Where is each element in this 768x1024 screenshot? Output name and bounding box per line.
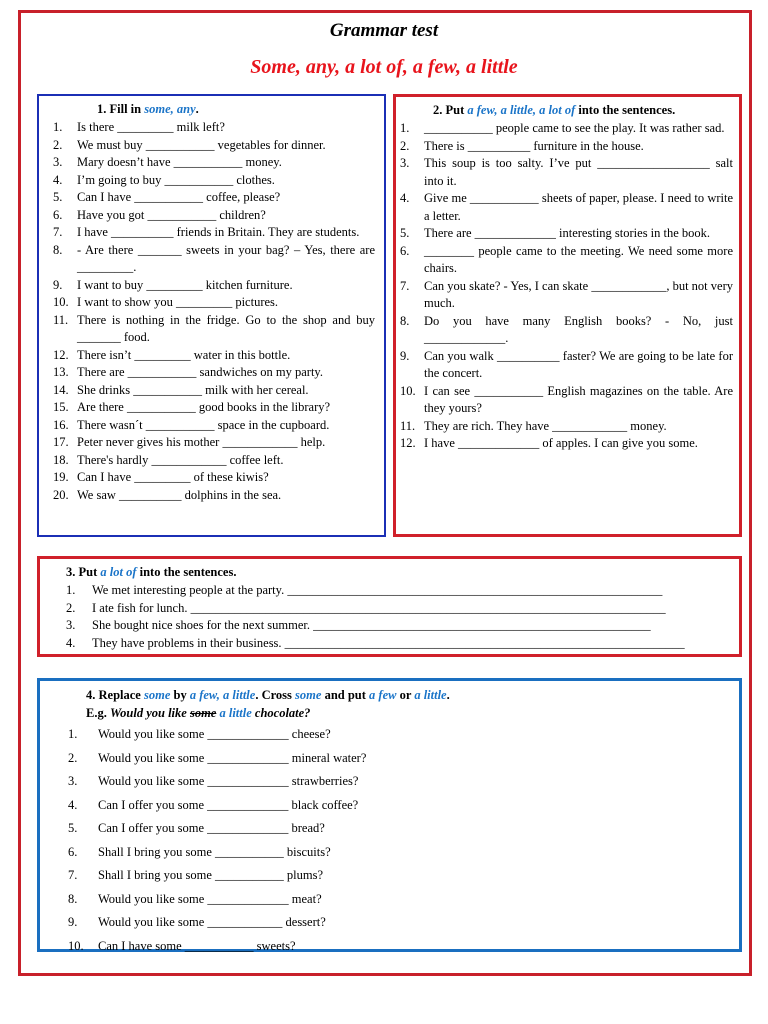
sentence-item — [400, 138, 733, 156]
item-text: Is there _________ milk left? — [77, 120, 225, 134]
item-number: 11. — [400, 418, 416, 433]
item-text: There are ___________ sandwiches on my party. — [77, 365, 323, 379]
sentence-item — [68, 911, 468, 935]
item-text: I’m going to buy ___________ clothes. — [77, 172, 275, 187]
item-number: 5. — [53, 190, 63, 204]
sentence-item — [400, 435, 733, 453]
item-text: Have you got ___________ children? — [77, 207, 266, 222]
item-number: 5. — [68, 821, 78, 835]
sentence-item — [53, 207, 375, 225]
item-text: We must buy ___________ vegetables for dinner. — [77, 137, 326, 152]
sentence-item — [53, 487, 375, 505]
item-text: ________ people came to the meeting. We need some more chairs. — [424, 243, 733, 275]
item-number: 7. — [68, 868, 78, 882]
item-text: I want to buy _________ kitchen furniture. — [77, 277, 293, 292]
item-number: 10. — [68, 938, 84, 953]
sentence-item — [53, 382, 375, 400]
item-number: 8. — [400, 313, 410, 328]
item-number: 17. — [53, 435, 69, 449]
sentence-item — [53, 137, 375, 155]
item-text: Can I offer you some _____________ bread? — [98, 821, 325, 835]
item-number: 15. — [53, 400, 69, 414]
item-number: 2. — [66, 600, 76, 615]
item-number: 3. — [53, 155, 63, 169]
sentence-item — [53, 417, 375, 435]
sentence-item — [68, 723, 468, 747]
item-number: 10. — [400, 383, 416, 398]
exercise-1-box — [37, 94, 386, 537]
sentence-item — [400, 155, 733, 190]
item-text: Are there ___________ good books in the library? — [77, 400, 331, 414]
item-text: Can I have ___________ coffee, please? — [77, 190, 281, 204]
item-number: 6. — [53, 207, 63, 222]
item-text: I have _____________ of apples. I can give you some. — [424, 436, 698, 450]
sentence-item — [400, 348, 733, 383]
item-text: There are _____________ interesting stories in the book. — [424, 226, 711, 240]
sentence-item — [53, 294, 375, 312]
sentence-item — [53, 469, 375, 487]
sentence-item — [66, 600, 726, 618]
sentence-item — [53, 119, 375, 137]
sentence-item — [53, 172, 375, 190]
item-text: Would you like some _____________ meat? — [98, 891, 322, 906]
page-subtitle: Some, any, a lot of, a few, a little — [250, 56, 518, 78]
item-text: Would you like some _____________ cheese? — [98, 727, 331, 741]
item-number: 9. — [53, 277, 63, 292]
exercise-3-box — [37, 556, 742, 657]
sentence-item — [68, 817, 468, 841]
item-number: 13. — [53, 365, 69, 379]
item-number: 3. — [68, 774, 78, 788]
item-number: 18. — [53, 452, 69, 467]
item-text: I can see ___________ English magazines on the table. Are they yours? — [424, 383, 733, 415]
sentence-item — [53, 452, 375, 470]
sentence-item — [68, 747, 468, 771]
item-text: - Are there _______ sweets in your bag? – Yes, there are _________. — [77, 242, 375, 274]
item-number: 12. — [53, 347, 69, 362]
exercise-1-heading: 1. Fill in some, any. — [97, 102, 199, 116]
sentence-item — [53, 189, 375, 207]
sentence-item — [66, 582, 726, 600]
exercise-4-example: E.g. Would you like some a little chocolate? — [86, 706, 311, 720]
item-text: There isn’t _________ water in this bottle. — [77, 347, 291, 362]
item-text: ___________ people came to see the play. It was rather sad. — [424, 121, 725, 135]
item-number: 19. — [53, 470, 69, 484]
item-number: 2. — [400, 138, 410, 153]
item-text: Give me ___________ sheets of paper, please. I need to write a letter. — [424, 191, 733, 223]
item-text: They are rich. They have ____________ money. — [424, 418, 667, 433]
item-number: 6. — [68, 844, 78, 859]
item-number: 4. — [66, 635, 76, 650]
item-text: Do you have many English books? - No, just _____________. — [424, 313, 733, 345]
item-number: 4. — [53, 172, 63, 187]
item-number: 14. — [53, 382, 69, 397]
sentence-item — [53, 277, 375, 295]
item-text: There's hardly ____________ coffee left. — [77, 452, 284, 467]
item-text: We saw __________ dolphins in the sea. — [77, 487, 282, 502]
item-text: Would you like some ____________ dessert? — [98, 915, 326, 929]
item-number: 9. — [68, 915, 78, 929]
exercise-4-list — [68, 723, 468, 958]
item-text: They have problems in their business. ________________________________________________________________ — [92, 635, 685, 650]
item-number: 6. — [400, 243, 410, 258]
sentence-item — [53, 399, 375, 417]
item-number: 8. — [68, 891, 78, 906]
item-text: Can I have some ___________ sweets? — [98, 938, 296, 953]
sentence-item — [53, 312, 375, 347]
item-number: 3. — [400, 156, 410, 170]
item-text: Would you like some _____________ strawberries? — [98, 774, 359, 788]
sentence-item — [400, 278, 733, 313]
item-text: She bought nice shoes for the next summer. ______________________________________________________ — [92, 618, 651, 632]
sentence-item — [53, 154, 375, 172]
item-text: I ate fish for lunch. ____________________________________________________________________________ — [92, 600, 666, 615]
item-text: Can I have _________ of these kiwis? — [77, 470, 269, 484]
item-text: She drinks ___________ milk with her cereal. — [77, 382, 309, 397]
item-text: Can I offer you some _____________ black coffee? — [98, 797, 359, 812]
item-text: There is __________ furniture in the house. — [424, 138, 644, 153]
sentence-item — [400, 418, 733, 436]
item-number: 7. — [400, 278, 410, 293]
item-number: 4. — [400, 191, 410, 205]
exercise-1-list — [53, 119, 375, 504]
item-number: 7. — [53, 225, 63, 239]
item-text: Mary doesn’t have ___________ money. — [77, 155, 282, 169]
sentence-item — [68, 864, 468, 888]
item-number: 5. — [400, 226, 410, 240]
item-number: 1. — [53, 120, 63, 134]
sentence-item — [400, 190, 733, 225]
item-number: 1. — [66, 583, 76, 597]
exercise-4-heading: 4. Replace some by a few, a little. Cross some and put a few or a little. — [86, 688, 450, 702]
sentence-item — [53, 434, 375, 452]
sentence-item — [68, 888, 468, 912]
exercise-4-box — [37, 678, 742, 952]
item-text: This soup is too salty. I’ve put __________________ salt into it. — [424, 156, 733, 188]
item-text: Shall I bring you some ___________ biscuits? — [98, 844, 331, 859]
sentence-item — [66, 617, 726, 635]
item-number: 1. — [400, 121, 410, 135]
item-text: Can you walk __________ faster? We are going to be late for the concert. — [424, 348, 733, 380]
item-text: We met interesting people at the party. ____________________________________________________________ — [92, 583, 663, 597]
item-text: Would you like some _____________ mineral water? — [98, 750, 367, 765]
item-text: Peter never gives his mother ____________ help. — [77, 435, 326, 449]
exercise-2-heading: 2. Put a few, a little, a lot of into the sentences. — [433, 103, 676, 117]
item-number: 20. — [53, 487, 69, 502]
sentence-item — [53, 242, 375, 277]
exercise-3-heading: 3. Put a lot of into the sentences. — [66, 565, 237, 579]
item-number: 11. — [53, 312, 69, 327]
item-number: 8. — [53, 242, 63, 257]
sentence-item — [53, 347, 375, 365]
sentence-item — [53, 224, 375, 242]
sentence-item — [400, 243, 733, 278]
item-number: 1. — [68, 727, 78, 741]
item-text: There is nothing in the fridge. Go to the shop and buy _______ food. — [77, 312, 375, 344]
sentence-item — [68, 841, 468, 865]
sentence-item — [66, 635, 726, 653]
item-number: 9. — [400, 348, 410, 363]
item-number: 2. — [53, 137, 63, 152]
sentence-item — [400, 225, 733, 243]
sentence-item — [400, 120, 733, 138]
sentence-item — [68, 935, 468, 959]
exercise-2-list — [400, 120, 733, 453]
item-number: 16. — [53, 417, 69, 432]
sentence-item — [400, 313, 733, 348]
item-text: Can you skate? - Yes, I can skate ____________, but not very much. — [424, 278, 733, 310]
item-number: 10. — [53, 295, 69, 309]
sentence-item — [400, 383, 733, 418]
exercise-2-box — [393, 94, 742, 537]
item-text: Shall I bring you some ___________ plums? — [98, 868, 323, 882]
item-number: 4. — [68, 797, 78, 812]
item-text: I want to show you _________ pictures. — [77, 295, 279, 309]
item-text: There wasn´t ___________ space in the cupboard. — [77, 417, 330, 432]
sentence-item — [68, 770, 468, 794]
item-number: 3. — [66, 618, 76, 632]
exercise-3-list — [66, 582, 726, 652]
item-text: I have __________ friends in Britain. They are students. — [77, 225, 360, 239]
item-number: 2. — [68, 750, 78, 765]
sentence-item — [68, 794, 468, 818]
sentence-item — [53, 364, 375, 382]
page-title: Grammar test — [329, 20, 439, 41]
item-number: 12. — [400, 436, 416, 450]
